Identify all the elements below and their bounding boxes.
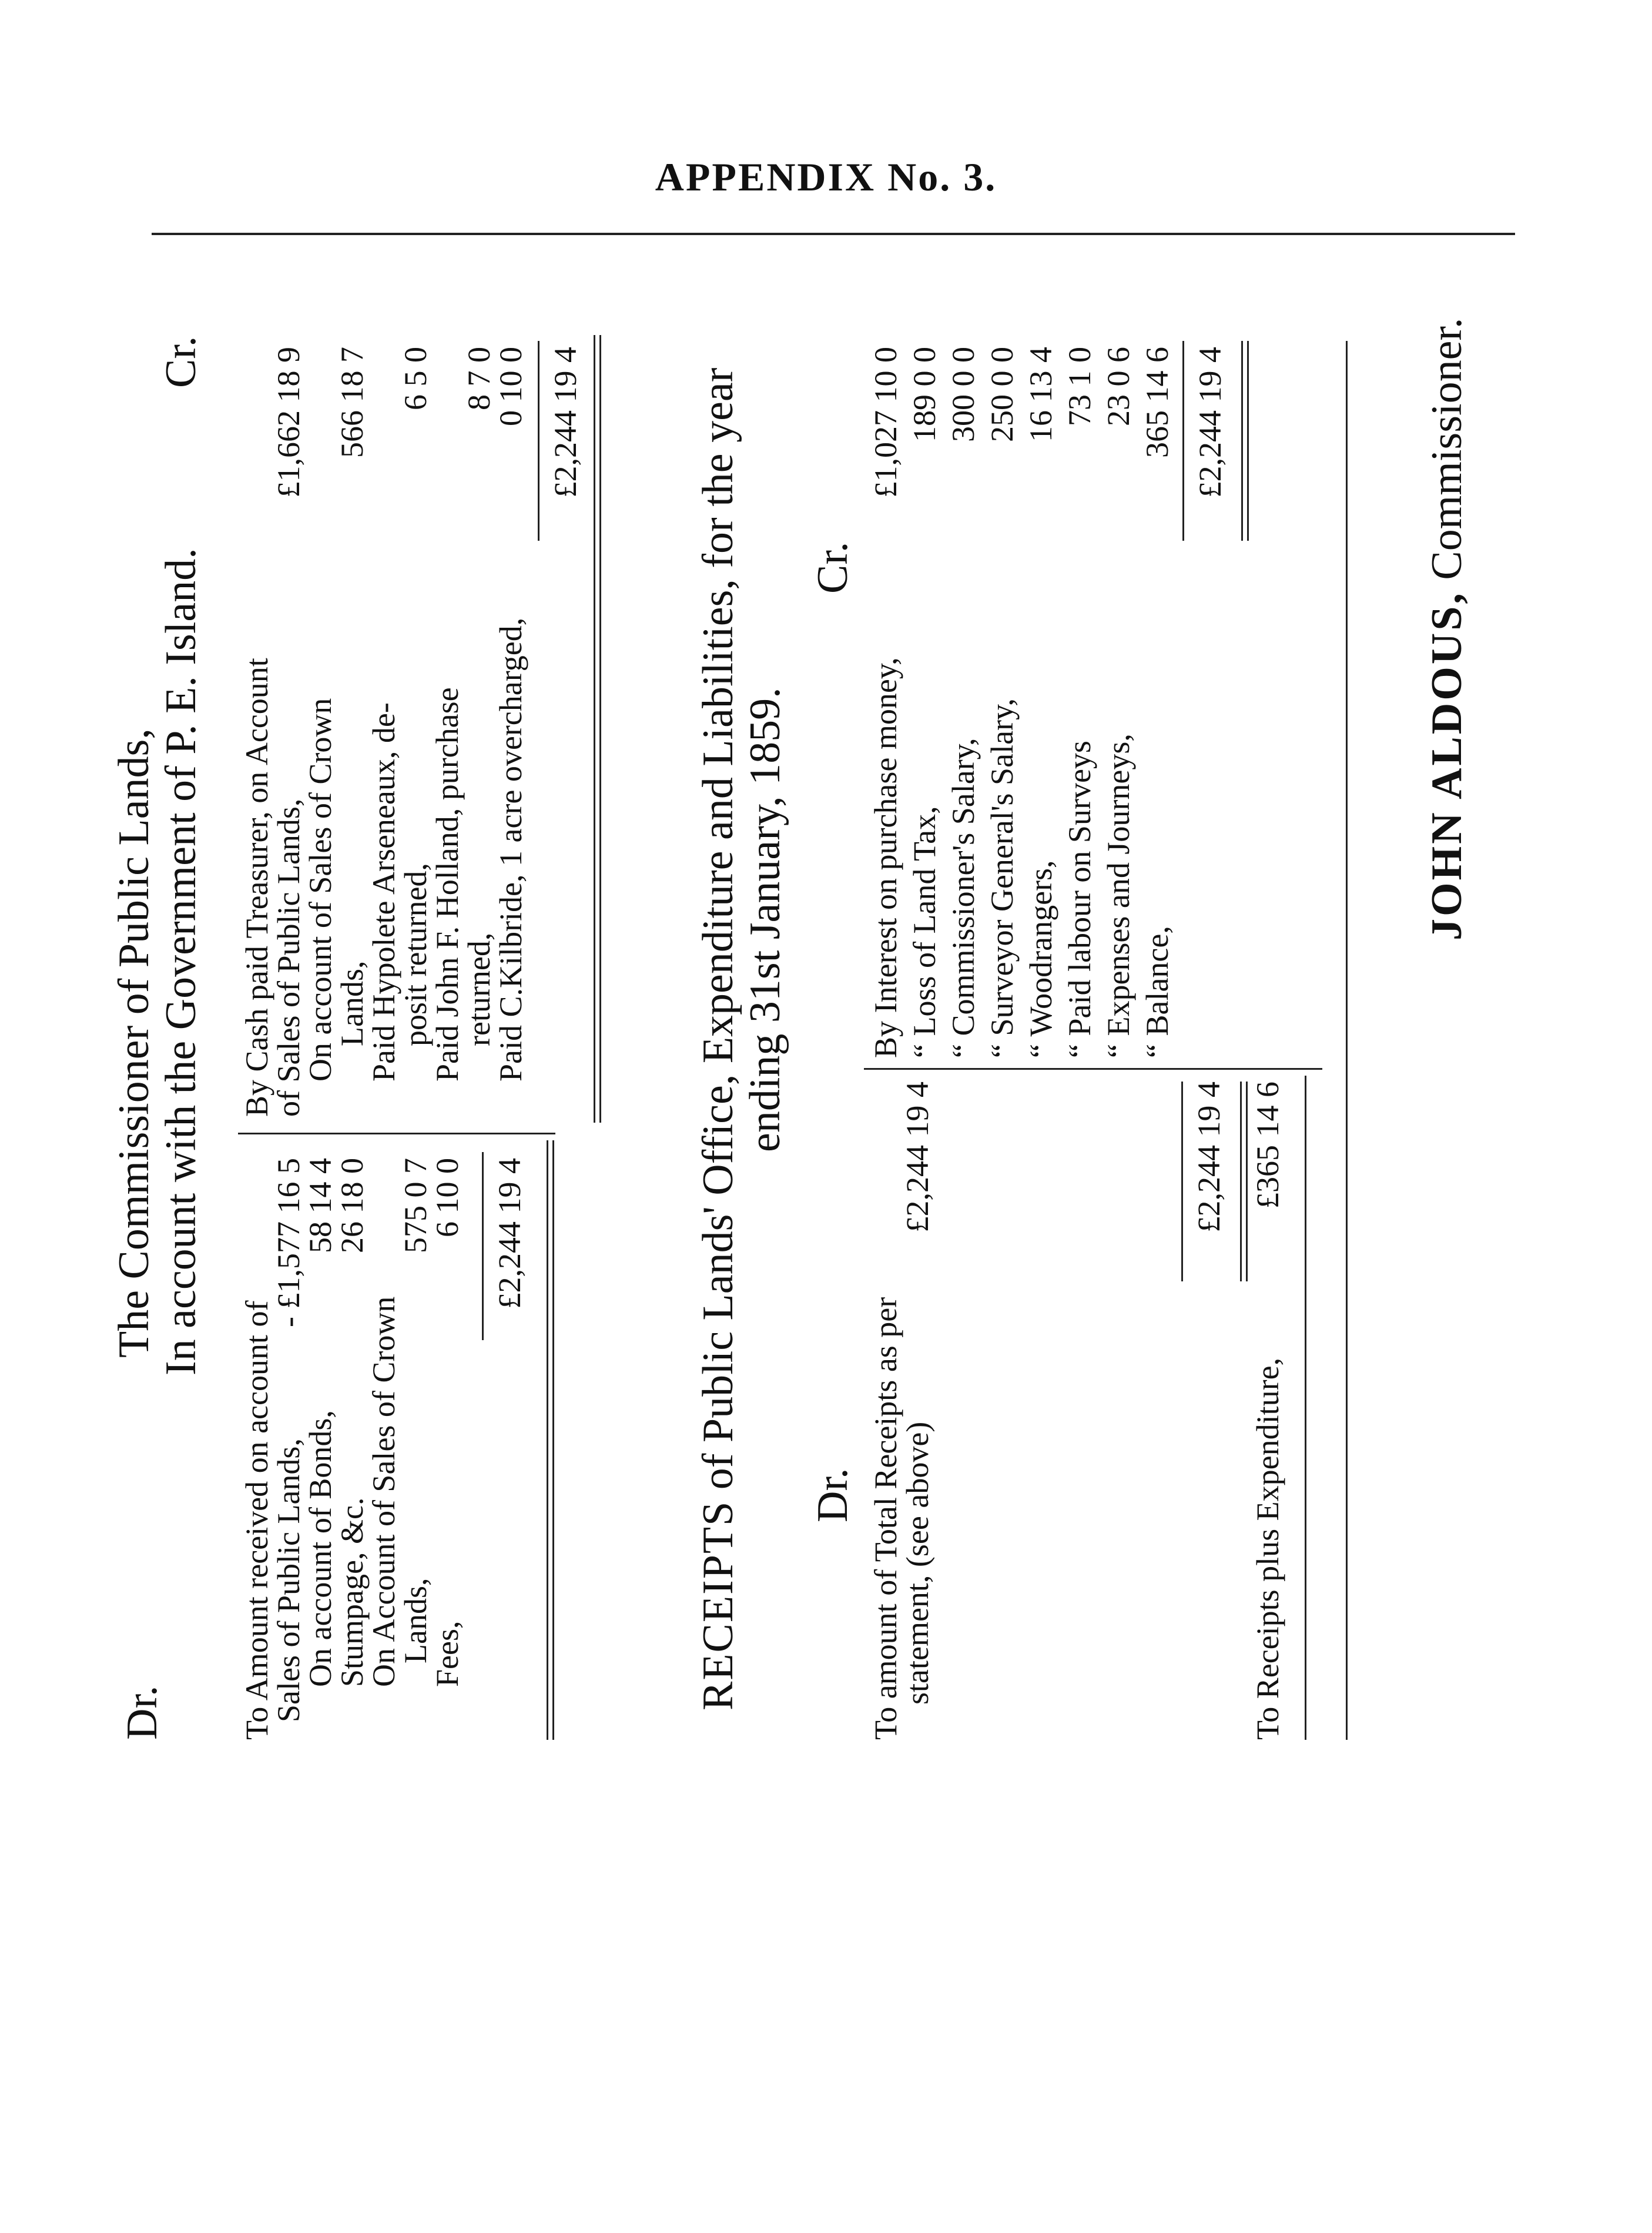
- credit-sum-rule: [1182, 341, 1184, 541]
- debit-label: To Amount received on account of: [239, 1300, 274, 1740]
- debit-sum-rule: [482, 1152, 484, 1340]
- credit-double-rule: [1241, 341, 1249, 541]
- credit-amount: 8 7 0: [461, 347, 497, 410]
- debit-amount: 26 18 0: [334, 1158, 370, 1253]
- debit-label: Fees,: [430, 1621, 465, 1687]
- debit-double-rule: [547, 1140, 554, 1740]
- credit-label: “ Woodrangers,: [1023, 860, 1058, 1058]
- credit-amount: £1,027 10 0: [868, 347, 903, 498]
- credit-label: On account of Sales of Crown: [303, 698, 338, 1082]
- account1-heading-line1: The Commissioner of Public Lands,: [110, 728, 158, 1358]
- credit-amount: 189 0 0: [907, 347, 942, 442]
- debit-amount: - £1,577 16 5: [271, 1158, 306, 1327]
- credit-label: By Cash paid Treasurer, on Account: [239, 658, 274, 1117]
- account1-column-divider: [238, 1133, 555, 1134]
- account2-heading-line2: ending 31st January, 1859.: [741, 687, 789, 1152]
- account1-dr-label: Dr.: [118, 1685, 166, 1740]
- credit-total: £2,244 19 4: [1192, 347, 1228, 498]
- signature-role: Commissioner.: [1423, 317, 1471, 580]
- footer-rule: [1305, 1076, 1306, 1740]
- debit-label: Sales of Public Lands,: [271, 1438, 306, 1722]
- debit-label: Stumpage, &c.: [334, 1497, 370, 1687]
- credit-amount: £1,662 18 9: [271, 347, 306, 498]
- account2-heading-rest: of Public Lands' Office, Expenditure and Liabilities, for the year: [694, 367, 742, 1490]
- debit-label: statement, (see above): [900, 1421, 935, 1705]
- debit-sum-rule: [1181, 1082, 1183, 1281]
- credit-label: “ Surveyor General's Salary,: [984, 698, 1020, 1058]
- credit-amount: 566 18 7: [334, 347, 370, 458]
- credit-label: Paid C.Kilbride, 1 acre overcharged,: [493, 617, 528, 1082]
- account2-column-divider: [864, 1068, 1322, 1070]
- credit-label: Lands,: [334, 960, 370, 1046]
- credit-label: “ Paid labour on Surveys: [1062, 741, 1097, 1058]
- debit-total: £2,244 19 4: [1191, 1082, 1227, 1233]
- debit-label: To amount of Total Receipts as per: [868, 1297, 903, 1740]
- credit-amount: 250 0 0: [984, 347, 1020, 442]
- debit-total: £2,244 19 4: [492, 1158, 527, 1309]
- page-title: APPENDIX No. 3.: [655, 155, 997, 199]
- credit-label: posit returned,: [398, 863, 433, 1046]
- footer-amount: £365 14 6: [1250, 1082, 1285, 1208]
- credit-label: “ Expenses and Journeys,: [1101, 734, 1136, 1058]
- signature-rule: [1346, 341, 1348, 1740]
- credit-amount: 300 0 0: [946, 347, 981, 442]
- credit-amount: 23 0 6: [1101, 347, 1136, 426]
- account2-cr-label: Cr.: [809, 541, 857, 594]
- signature-name: JOHN ALDOUS,: [1423, 591, 1471, 940]
- footer-label: To Receipts plus Expenditure,: [1250, 1357, 1285, 1740]
- debit-label: On account of Bonds,: [303, 1410, 338, 1687]
- credit-label: “ Commissioner's Salary,: [946, 738, 981, 1058]
- credit-label: “ Loss of Land Tax,: [907, 806, 942, 1058]
- credit-label: By Interest on purchase money,: [868, 657, 903, 1058]
- credit-label: of Sales of Public Lands,: [271, 798, 306, 1117]
- rotated-accounts: [112, 270, 1569, 1740]
- account2-heading: [693, 368, 743, 1710]
- debit-amount: 6 10 0: [430, 1158, 465, 1237]
- account2-dr-label: Dr.: [809, 1468, 857, 1522]
- account1-heading-line2: In account with the Government of P. E. Island.: [157, 548, 205, 1375]
- credit-amount: 0 10 0: [493, 347, 528, 426]
- credit-amount: 73 1 0: [1062, 347, 1097, 426]
- credit-total: £2,244 19 4: [548, 347, 583, 498]
- credit-double-rule: [594, 335, 601, 1123]
- credit-label: Paid Hypolete Arseneaux, de-: [366, 702, 401, 1082]
- credit-label: Paid John F. Holland, purchase: [430, 687, 465, 1082]
- debit-label: Lands,: [398, 1578, 433, 1663]
- credit-amount: 16 13 4: [1023, 347, 1058, 442]
- account2-heading-lead: RECEIPTS: [694, 1500, 742, 1710]
- credit-amount: 6 5 0: [398, 347, 433, 410]
- credit-amount: 365 14 6: [1140, 347, 1175, 458]
- header-rule: [152, 233, 1515, 235]
- account1-cr-label: Cr.: [157, 336, 205, 388]
- debit-label: On Account of Sales of Crown: [366, 1296, 401, 1687]
- signature: [1422, 318, 1472, 940]
- credit-sum-rule: [538, 341, 540, 541]
- debit-amount: 58 14 4: [303, 1158, 338, 1253]
- debit-double-rule: [1240, 1082, 1248, 1281]
- debit-amount: 575 0 7: [398, 1158, 433, 1253]
- debit-amount: £2,244 19 4: [900, 1082, 935, 1233]
- credit-label: “ Balance,: [1140, 926, 1175, 1058]
- credit-label: returned,: [461, 932, 497, 1046]
